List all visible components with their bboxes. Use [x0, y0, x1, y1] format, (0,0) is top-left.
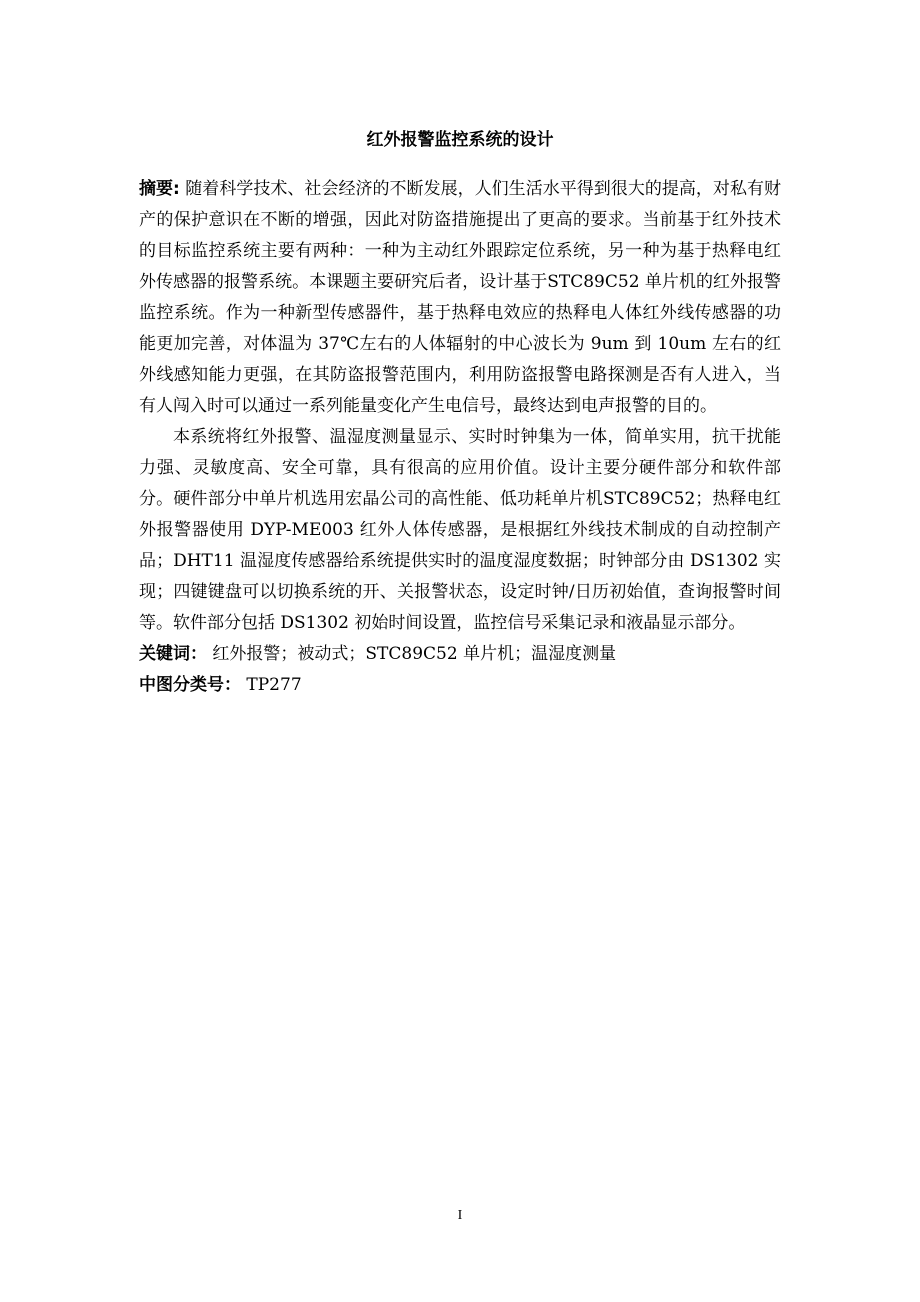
keywords-value: 红外报警；被动式；STC89C52 单片机；温湿度测量 — [212, 644, 617, 664]
abstract-paragraph-2 — [139, 422, 781, 639]
keywords-line — [139, 639, 781, 670]
classification-value: TP277 — [246, 675, 302, 695]
classification-line — [139, 670, 781, 701]
page-title: 红外报警监控系统的设计 — [366, 130, 554, 151]
abstract-paragraph-1 — [139, 174, 781, 422]
abstract-text-2: 本系统将红外报警、温湿度测量显示、实时时钟集为一体，简单实用，抗干扰能力强、灵敏度高、安全可靠，具有很高的应用价值。设计主要分硬件部分和软件部分。硬件部分中单片机选用宏晶公司的高性能、低功耗单片机STC89C52；热释电红外报警器使用 DYP-ME003 红外人体传感器，是根据红外线技术制成的自动控制产品；DHT11 温湿度传感器给系统提供实时的温度湿度数据；时钟部分由 DS1302 实现；四键键盘可以切换系统的开、关报警状态，设定时钟/日历初始值，查询报警时间等。软件部分包括 DS1302 初始时间设置，监控信号采集记录和液晶显示部分。 — [139, 427, 781, 633]
keywords-label: 关键词： — [139, 644, 207, 664]
abstract-text-1: 随着科学技术、社会经济的不断发展，人们生活水平得到很大的提高，对私有财产的保护意识在不断的增强，因此对防盗措施提出了更高的要求。当前基于红外技术的目标监控系统主要有两种：一种为主动红外跟踪定位系统，另一种为基于热释电红外传感器的报警系统。本课题主要研究后者，设计基于STC89C52 单片机的红外报警监控系统。作为一种新型传感器件，基于热释电效应的热释电人体红外线传感器的功能更加完善，对体温为 37℃左右的人体辐射的中心波长为 9um 到 10um 左右的红外线感知能力更强，在其防盗报警范围内，利用防盗报警电路探测是否有人进入，当有人闯入时可以通过一系列能量变化产生电信号，最终达到电声报警的目的。 — [139, 179, 781, 416]
abstract-label: 摘要: — [139, 179, 180, 199]
abstract-section — [139, 174, 781, 701]
page-number: I — [457, 1208, 463, 1223]
classification-label: 中图分类号： — [139, 675, 241, 695]
